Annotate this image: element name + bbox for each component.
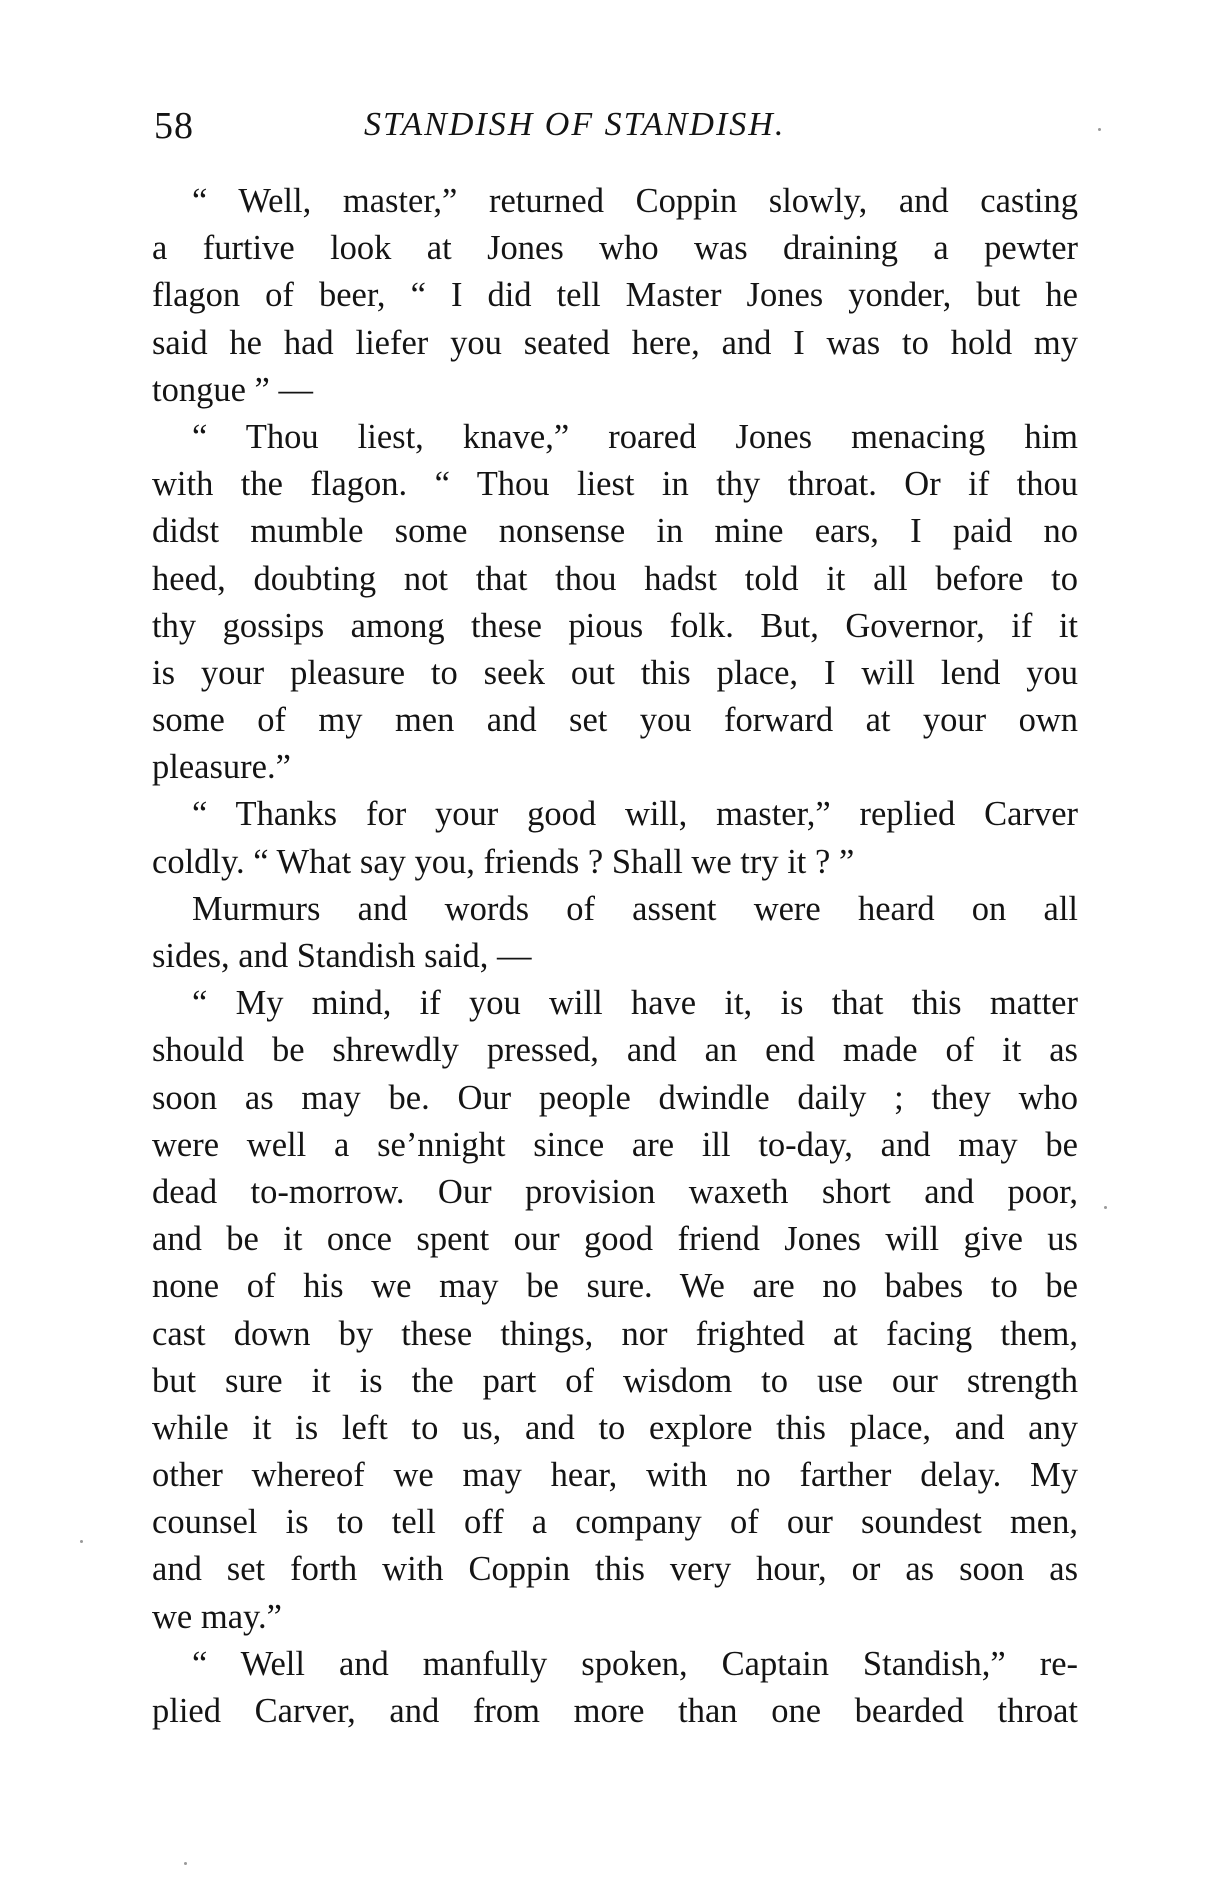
text-line: cast down by these things, nor frighted at facing them, xyxy=(152,1314,1078,1353)
body-text xyxy=(152,178,1078,1735)
text-line: we may.” xyxy=(152,1597,282,1636)
text-line: a furtive look at Jones who was draining a pewter xyxy=(152,229,1078,268)
text-line: while it is left to us, and to explore this place, and any xyxy=(152,1408,1078,1447)
text-line: should be shrewdly pressed, and an end made of it as xyxy=(152,1031,1078,1070)
paper-speck xyxy=(1104,1206,1107,1209)
paper-speck xyxy=(184,1862,187,1865)
paper-speck xyxy=(80,1540,83,1543)
text-line: “ Well, master,” returned Coppin slowly, and casting xyxy=(192,182,1078,220)
text-line: tongue ” — xyxy=(152,370,313,409)
text-line: and be it once spent our good friend Jones will give us xyxy=(152,1220,1078,1259)
text-line: other whereof we may hear, with no farther delay. My xyxy=(152,1456,1078,1495)
text-line: didst mumble some nonsense in mine ears, I paid no xyxy=(152,512,1078,551)
text-line: none of his we may be sure. We are no babes to be xyxy=(152,1267,1078,1306)
text-line: dead to-morrow. Our provision waxeth short and poor, xyxy=(152,1172,1078,1211)
text-line: flagon of beer, “ I did tell Master Jones yonder, but he xyxy=(152,276,1078,315)
text-line: heed, doubting not that thou hadst told it all before to xyxy=(152,559,1078,598)
text-line: plied Carver, and from more than one bearded throat xyxy=(152,1692,1078,1730)
paper-speck xyxy=(1098,128,1101,131)
text-line: is your pleasure to seek out this place, I will lend you xyxy=(152,653,1078,692)
text-line: “ My mind, if you will have it, is that this matter xyxy=(192,984,1078,1023)
text-line: and set forth with Coppin this very hour, or as soon as xyxy=(152,1550,1078,1589)
text-line: sides, and Standish said, — xyxy=(152,937,532,975)
text-line: “ Well and manfully spoken, Captain Standish,” re- xyxy=(192,1644,1078,1683)
page-header xyxy=(150,104,1075,156)
text-line: coldly. “ What say you, friends ? Shall we try it ? ” xyxy=(152,842,855,881)
text-line: but sure it is the part of wisdom to use our strength xyxy=(152,1361,1078,1400)
text-line: thy gossips among these pious folk. But, Governor, if it xyxy=(152,606,1078,645)
text-line: pleasure.” xyxy=(152,748,291,787)
text-line: counsel is to tell off a company of our soundest men, xyxy=(152,1503,1078,1542)
text-line: with the flagon. “ Thou liest in thy throat. Or if thou xyxy=(152,465,1078,504)
text-line: said he had liefer you seated here, and I was to hold my xyxy=(152,323,1078,362)
text-line: some of my men and set you forward at your own xyxy=(152,701,1078,740)
text-line: “ Thanks for your good will, master,” replied Carver xyxy=(192,795,1078,834)
text-line: soon as may be. Our people dwindle daily ; they who xyxy=(152,1078,1078,1117)
page-number: 58 xyxy=(154,105,194,147)
text-line: “ Thou liest, knave,” roared Jones menacing him xyxy=(192,417,1078,456)
running-head: STANDISH OF STANDISH. xyxy=(364,106,786,143)
text-line: Murmurs and words of assent were heard on all xyxy=(192,889,1078,928)
text-line: were well a se’nnight since are ill to-day, and may be xyxy=(152,1125,1078,1164)
